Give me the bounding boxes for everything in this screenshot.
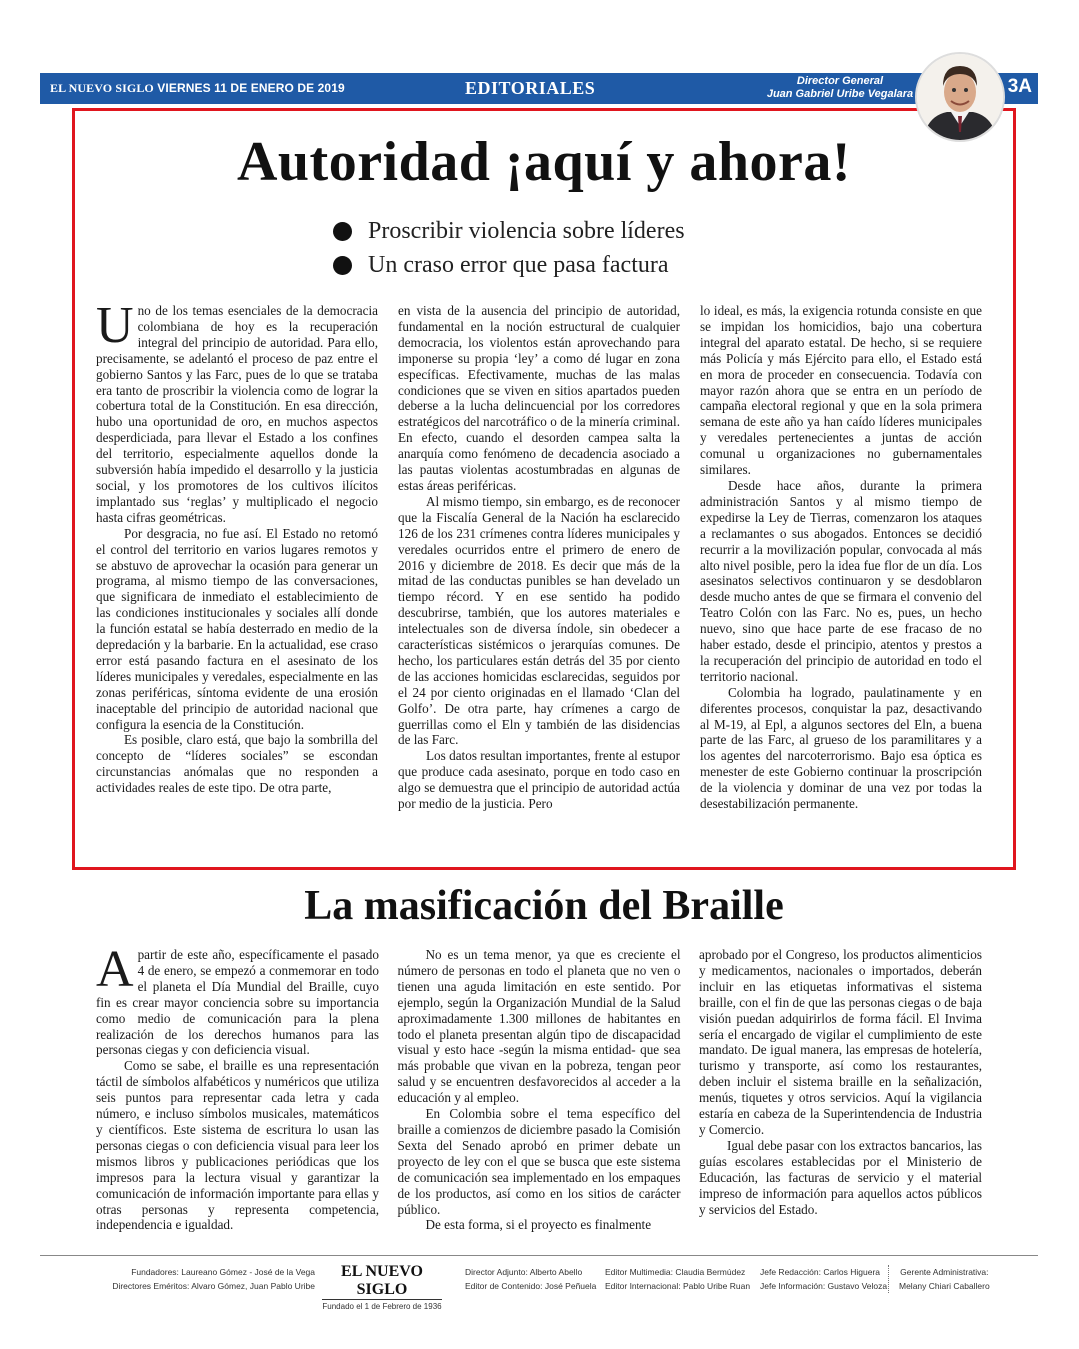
founders-text: Fundadores: Laureano Gómez - José de la Vega bbox=[131, 1267, 315, 1277]
founded-text: Fundado el 1 de Febrero de 1936 bbox=[322, 1302, 442, 1311]
emeritus-text: Directores Eméritos: Alvaro Gómez, Juan Pablo Uribe bbox=[112, 1281, 315, 1291]
director-name: Juan Gabriel Uribe Vegalara bbox=[766, 88, 914, 100]
editorial-1-column-1 bbox=[96, 297, 378, 812]
page-number: 3A bbox=[1007, 76, 1032, 97]
director-avatar bbox=[915, 52, 1005, 142]
masthead-footer bbox=[40, 1263, 1038, 1311]
paragraph: Uno de los temas esenciales de la democracia colombiana de hoy es la recuperación integral del principio de autoridad. Para ello, precisamente, se adelantó el proceso de paz entre el gobierno Santos y las Farc, pues de lo que se trataba era tanto de proscribir la violencia como de lograr la cobertura total de la Constitución. En esa dirección, hubo una oportunidad de oro, en muchos aspectos desperdiciada, para llevar el Estado a los confines del territorio, especialmente aquellos donde la subversión había impedido el desarrollo y la justicia social, y los promotores de los cultivos ilícitos implantado sus ‘reglas’ y multiplicado el negocio hasta cifras geométricas. bbox=[96, 297, 378, 525]
paragraph: De esta forma, si el proyecto es finalmente bbox=[425, 1217, 652, 1233]
footer-divider bbox=[40, 1255, 1038, 1256]
paragraph: aprobado por el Congreso, los productos alimenticios y medicamentos, nacionales o importados, deberán incluir en las etiquetas informativas el sistema braille, con el fin de que las personas ciegas o de baja visión puedan adquirirlos de forma fácil. El Invima sería el encargado de vigilar el cumplimiento de este mandato. De igual manera, las empresas de hotelería, turismo y transporte, así como los restaurantes, deben incluir el sistema braille en la señalización, menús, tiquetes y otros servicios. Aquí la vigilancia estaría en cabeza de la Superintendencia de Industria y Comercio. bbox=[699, 947, 982, 1137]
editorial-1-column-3 bbox=[700, 303, 982, 812]
header-brand-date bbox=[50, 81, 345, 96]
footer-editors: Editor Multimedia: Claudia Bermúdez Editor Internacional: Pablo Uribe Ruan bbox=[605, 1267, 751, 1291]
drop-cap: A bbox=[96, 941, 134, 998]
bullet-text: Proscribir violencia sobre líderes bbox=[368, 217, 685, 244]
director-title: Director General bbox=[796, 75, 884, 87]
editorial-2-body bbox=[96, 941, 982, 1233]
editorial-1-body bbox=[96, 297, 982, 812]
paragraph: Es posible, claro está, que bajo la sombrilla del concepto de “líderes sociales” se escondan circunstancias anómalas que no responden a actividades reales de este tipo. De otra parte, bbox=[96, 732, 378, 796]
paragraph: en vista de la ausencia del principio de autoridad, fundamental en la noción estructural de cualquier democracia, los violentos están aprovechando para imponerse su propia ‘ley’ a como dé lugar en zona específicas. Efectivamente, muchas de las malas condiciones que se viven en sitios apartados pueden deberse a la lucha delincuencial por los corredores estratégicos del narcotráfico o de la minería criminal. En efecto, cuando el desorden campea salta la anarquía como fenómeno de decadencia asociado a las pautas violentas acostumbradas en algunas de estas áreas periféricas. bbox=[398, 303, 680, 493]
header-bar bbox=[40, 73, 1038, 104]
bullet-dot-icon bbox=[333, 222, 352, 241]
footer-logo bbox=[322, 1263, 442, 1311]
paragraph: Por desgracia, no fue así. El Estado no retomó el control del territorio en varios lugares remotos y se abstuvo de aprovechar la ocasión para generar un programa, al mismo tiempo de las conversaciones, que significara de inmediato el establecimiento de las condiciones institucionales y sociales allí donde la función estatal se había desterrado en medio de la depredación y la barbarie. En la actualidad, ese craso error está pasando factura en el asesinato de los líderes municipales y veredales, especialmente en las zonas periféricas, síntoma evidente de una erosión inaceptable del principio de autoridad nacional que configura la esencia de la Constitución. bbox=[96, 525, 378, 732]
paragraph: Colombia ha logrado, paulatinamente y en diferentes procesos, conquistar la paz, desactivando al M-19, al Epl, a algunos sectores del Eln, a buena parte de las Farc, al grueso de los paramilitares y a los agentes del narcoterrorismo. Bajo esa óptica es menester de este Gobierno continuar la proscripción de la violencia y dominar de una vez por todas la desestabilización permanente. bbox=[700, 684, 982, 812]
paragraph: Igual debe pasar con los extractos bancarios, las guías escolares establecidas por el Ministerio de Educación, las facturas de servicio y el material impreso de información para aquellos actos públicos y servicios del Estado. bbox=[699, 1137, 982, 1217]
editorial-2-column-2 bbox=[398, 947, 681, 1233]
paragraph: Al mismo tiempo, sin embargo, es de reconocer que la Fiscalía General de la Nación ha esclarecido 126 de los 231 crímenes contra líderes municipales y veredales ocurridos entre el primero de enero de 2016 y diciembre de 2018. Es decir que más de la mitad de las conductas punibles se han develado un tiempo récord. Y en ese sentido ha podido descubrirse, también, que los autores materiales e intelectuales son de diversa índole, sin obedecer a características sistémicos o jerarquías comunes. De hecho, los particulares están detrás del 35 por ciento de las acciones homicidas esclarecidas, seguidos por el 24 por ciento originadas en el llamado ‘Clan del Golfo’. De otra parte, hay crímenes a cargo de guerrillas como el Eln y también de las disidencias de las Farc. bbox=[398, 493, 680, 748]
paragraph: En Colombia sobre el tema específico del braille a comienzos de diciembre pasado la Comisión Sexta del Senado aprobó en primer debate un proyecto de ley con el que se busca que este sistema de comunicación sea implementado en los empaques de los productos, así como en los sitios de carácter público. bbox=[397, 1106, 681, 1217]
editorial-1-column-2 bbox=[398, 303, 680, 812]
paragraph: Como se sabe, el braille es una representación táctil de símbolos alfabéticos y numéricos que utiliza seis puntos para representar cada letra y cada número, e incluso símbolos musicales, matemáticos y científicos. Este sistema de escritura lo usan las personas ciegas o con deficiencia visual para leer los mismos libros y publicaciones periódicas que los impresos para la lectura visual y garantizar la comunicación de información importante para ellas y otras personas y representa competencia, independencia e igualdad. bbox=[96, 1058, 379, 1233]
bullet-dot-icon bbox=[333, 256, 352, 275]
bullet-item bbox=[333, 214, 773, 248]
paragraph: Desde hace años, durante la primera administración Santos y al mismo tiempo de expedirse la Ley de Tierras, comenzaron los ataques a reclamantes o sus abogados. Entonces se decidió recurrir a la movilización popular, convocada al más alto nivel posible, pero la idea fue flor de un día. Los asesinatos selectivos continuaron y se desdoblaron desde mucho antes de que se firmara el convenio del Teatro Colón con las Farc. No es, pues, un hecho nuevo, sino que hace parte de ese fracaso de no haber estado, desde el principio, atentos y prestos a la recuperación del principio de autoridad en todo el territorio nacional. bbox=[700, 477, 982, 684]
footer-founders bbox=[95, 1265, 315, 1293]
paragraph: Apartir de este año, específicamente el pasado 4 de enero, se empezó a conmemorar en todo el planeta el Día Mundial del Braille, cuyo fin es crear mayor conciencia sobre su importancia como medio de comunicación para la plena realización de los derechos humanos para las personas ciegas y con deficiencia visual. bbox=[96, 941, 379, 1058]
bullet-item bbox=[333, 248, 773, 282]
editorial-2-column-3 bbox=[699, 947, 982, 1233]
editorial-2-title: La masificación del Braille bbox=[304, 883, 784, 929]
editorial-2-column-1 bbox=[96, 941, 379, 1233]
header-brand: EL NUEVO SIGLO bbox=[50, 81, 154, 95]
footer-adjunct: Director Adjunto: Alberto Abello Editor de Contenido: José Peñuela bbox=[465, 1267, 597, 1291]
section-title: EDITORIALES bbox=[465, 78, 596, 98]
footer-manager: Gerente Administrativa: Melany Chiari Caballero bbox=[888, 1265, 990, 1293]
editorial-1-title: Autoridad ¡aquí y ahora! bbox=[236, 131, 852, 193]
footer-chiefs: Jefe Redacción: Carlos Higuera Jefe Información: Gustavo Veloza bbox=[760, 1267, 888, 1291]
paragraph: lo ideal, es más, la exigencia rotunda consiste en que se impidan los homicidios, bajo una cobertura integral del aparato estatal. De hecho, si se requiere más Policía y más Ejército para ello, el Estado está en mora de proceder en consecuencia. Todavía con mayor razón ahora que se entra en un período de campaña electoral regional y que en la sola primera semana de este año ya han caído líderes municipales y veredales pertenecientes a juntas de acción comunal u organizaciones no gubernamentales similares. bbox=[700, 303, 982, 478]
paragraph: Los datos resultan importantes, frente al estupor que produce cada asesinato, porque en todo caso en algo se demuestra que el principio de autoridad actúa por medio de la justicia. Pero bbox=[398, 748, 680, 812]
footer-logo-text: EL NUEVO SIGLO bbox=[322, 1263, 442, 1300]
paragraph: No es un tema menor, ya que es creciente el número de personas en todo el planeta que no ven o tienen una aguda limitación en este sentido. Por ejemplo, según la Organización Mundial de la Salud aproximadamente 1.300 millones de habitantes en todo el planeta presentan algún tipo de discapacidad visual y esto hace -según la misma entidad- que sea más probable que vivan en la pobreza, tengan peor salud y se encuentren desfavorecidos al acceder a la educación y al empleo. bbox=[397, 947, 681, 1106]
editorial-1-bullets bbox=[333, 214, 773, 282]
drop-cap: U bbox=[96, 297, 134, 354]
header-date: VIERNES 11 DE ENERO DE 2019 bbox=[157, 81, 345, 95]
director-credit bbox=[750, 75, 930, 101]
bullet-text: Un craso error que pasa factura bbox=[368, 251, 669, 278]
